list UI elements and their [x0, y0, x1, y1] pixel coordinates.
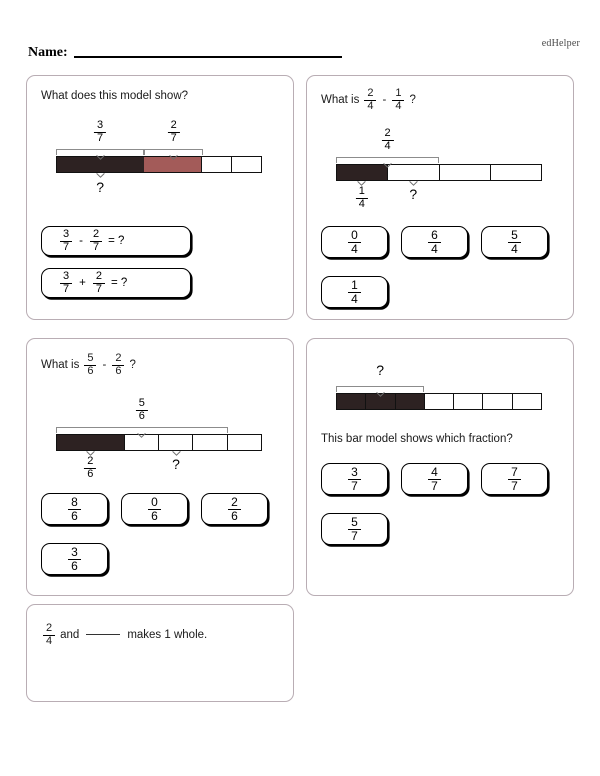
- problem-card-2: [306, 75, 574, 320]
- fraction-operand-b: $\frac{2}{7}$: [90, 229, 102, 253]
- fraction-2-6: $\frac{2}{6}$: [84, 456, 96, 480]
- bracket-caret-icon: [96, 155, 105, 160]
- fraction-5-6: $\frac{5}{6}$: [136, 398, 148, 422]
- problem-5-prompt: $\frac{2}{4}$ and makes 1 whole.: [41, 623, 207, 647]
- fraction-option: $\frac{4}{7}$: [428, 466, 441, 492]
- bracket-label-unknown: ?: [96, 179, 104, 195]
- fraction-option: $\frac{8}{6}$: [68, 496, 81, 522]
- fraction-bar-7ths: [336, 393, 542, 410]
- fraction-bar-7ths: [56, 156, 262, 173]
- bar-cell: [425, 394, 454, 409]
- fraction-option: $\frac{0}{6}$: [148, 496, 161, 522]
- bracket-above-2-7: [144, 149, 203, 155]
- fraction-prompt-a: $\frac{2}{4}$: [364, 88, 376, 112]
- fraction-option: $\frac{6}{4}$: [428, 229, 441, 255]
- problem-2-prompt: What is $\frac{2}{4}$ - $\frac{1}{4}$ ?: [321, 87, 416, 112]
- name-field-row: [28, 46, 342, 60]
- problem-4-option-2[interactable]: [401, 463, 468, 495]
- bar-cell: [388, 165, 439, 180]
- fraction-2-4: $\frac{2}{4}$: [381, 128, 393, 152]
- bar-cell: [513, 394, 541, 409]
- bracket-caret-icon: [383, 163, 392, 168]
- fraction-option: $\frac{7}{7}$: [508, 466, 521, 492]
- fraction-prompt-a: $\frac{5}{6}$: [84, 353, 96, 377]
- operator: -: [382, 94, 387, 106]
- bracket-label-5-6: [134, 398, 150, 422]
- bracket-label-1-4: [354, 186, 370, 210]
- problem-4-prompt: This bar model shows which fraction?: [321, 433, 513, 445]
- bracket-caret-icon: [137, 433, 146, 438]
- bracket-caret-icon: [169, 155, 178, 160]
- fraction-3-7: $\frac{3}{7}$: [94, 120, 106, 144]
- bar-cell: [193, 435, 227, 450]
- bar-cell: [337, 165, 388, 180]
- bracket-above-3-7: [56, 149, 144, 155]
- problem-1-option-1[interactable]: [41, 226, 191, 256]
- fraction-bar-6ths: [56, 434, 262, 451]
- edhelper-logo: edHelper: [541, 38, 580, 49]
- bracket-above-unknown: [336, 386, 424, 392]
- fraction-1-4: $\frac{1}{4}$: [356, 186, 368, 210]
- name-label: Name:: [28, 45, 68, 60]
- bar-cell: [202, 157, 232, 172]
- problem-card-4: [306, 338, 574, 596]
- bar-cell: [440, 165, 491, 180]
- fraction-operand-b: $\frac{2}{7}$: [93, 271, 105, 295]
- operator: +: [79, 277, 86, 289]
- fraction-prompt-b: $\frac{1}{4}$: [392, 88, 404, 112]
- problem-2-option-3[interactable]: [481, 226, 548, 258]
- problem-1-option-2[interactable]: [41, 268, 191, 298]
- fraction-option: $\frac{3}{7}$: [348, 466, 361, 492]
- problem-card-3: [26, 338, 294, 596]
- bracket-label-2-7: [166, 120, 182, 144]
- bracket-caret-icon: [96, 173, 105, 178]
- problem-3-option-3[interactable]: [201, 493, 268, 525]
- problem-card-5: [26, 604, 294, 702]
- problem-2-option-4[interactable]: [321, 276, 388, 308]
- bracket-label-unknown: ?: [172, 456, 180, 472]
- problem-3-option-4[interactable]: [41, 543, 108, 575]
- problem-1-prompt: What does this model show?: [41, 90, 189, 102]
- bracket-label-3-7: [92, 120, 108, 144]
- operator: -: [79, 235, 83, 247]
- bar-cell: [228, 435, 261, 450]
- problem-3-option-1[interactable]: [41, 493, 108, 525]
- problem-2-bar-model: [336, 127, 542, 210]
- problem-3-prompt: What is $\frac{5}{6}$ - $\frac{2}{6}$ ?: [41, 352, 136, 377]
- bar-cell: [396, 394, 425, 409]
- fraction-prompt-b: $\frac{2}{6}$: [112, 353, 124, 377]
- problem-1-bar-model: [56, 119, 262, 195]
- bracket-label-unknown: ?: [376, 362, 384, 378]
- bracket-caret-icon: [376, 392, 385, 397]
- fraction-option: $\frac{2}{6}$: [228, 496, 241, 522]
- problem-4-option-4[interactable]: [321, 513, 388, 545]
- operator: -: [102, 359, 107, 371]
- problem-3-bar-model: [56, 397, 262, 480]
- answer-blank[interactable]: [86, 634, 120, 635]
- problem-3-option-2[interactable]: [121, 493, 188, 525]
- fraction-option: $\frac{3}{6}$: [68, 546, 81, 572]
- bracket-label-2-4: [379, 128, 395, 152]
- problem-4-bar-model: [336, 362, 542, 410]
- bracket-label-2-6: [82, 456, 98, 480]
- problem-2-option-2[interactable]: [401, 226, 468, 258]
- problem-4-option-3[interactable]: [481, 463, 548, 495]
- fraction-2-7: $\frac{2}{7}$: [168, 120, 180, 144]
- fraction-operand-a: $\frac{3}{7}$: [60, 271, 72, 295]
- fraction-option: $\frac{5}{7}$: [348, 516, 361, 542]
- fraction-2-4: $\frac{2}{4}$: [43, 623, 55, 647]
- equals-unknown: = ?: [110, 277, 128, 289]
- fraction-option: $\frac{0}{4}$: [348, 229, 361, 255]
- problem-2-option-1[interactable]: [321, 226, 388, 258]
- fraction-option: $\frac{5}{4}$: [508, 229, 521, 255]
- bracket-above-2-4: [336, 157, 439, 163]
- equals-unknown: = ?: [108, 235, 125, 247]
- bar-cell: [337, 394, 366, 409]
- bracket-label-unknown: ?: [409, 186, 418, 202]
- fraction-operand-a: $\frac{3}{7}$: [60, 229, 72, 253]
- bar-cell: [491, 165, 541, 180]
- bar-cell: [454, 394, 483, 409]
- bar-cell: [483, 394, 512, 409]
- name-write-line[interactable]: [74, 56, 342, 58]
- bar-cell: [159, 435, 193, 450]
- bar-cell: [232, 157, 261, 172]
- bracket-above-5-6: [56, 427, 228, 433]
- problem-card-1: [26, 75, 294, 320]
- fraction-bar-4ths: [336, 164, 542, 181]
- fraction-option: $\frac{1}{4}$: [348, 279, 361, 305]
- bar-cell: [57, 435, 125, 450]
- problem-4-option-1[interactable]: [321, 463, 388, 495]
